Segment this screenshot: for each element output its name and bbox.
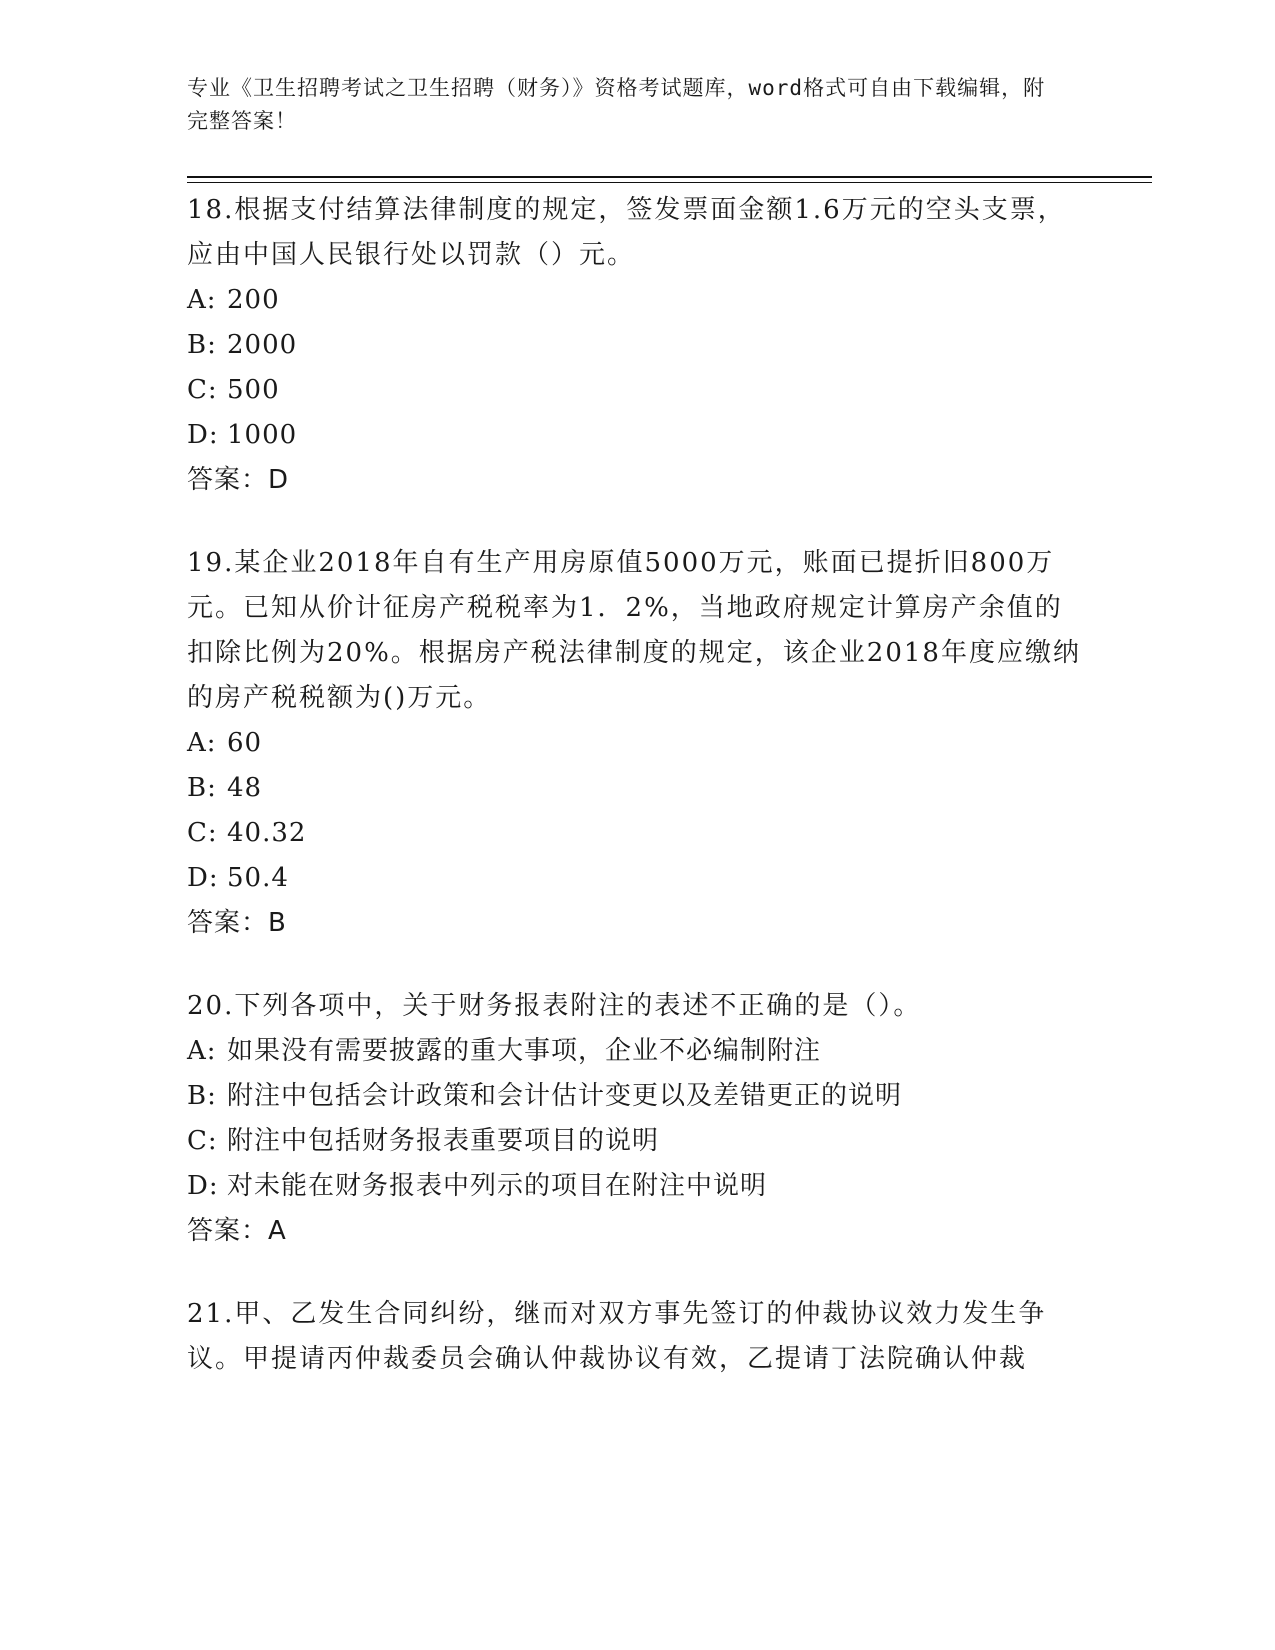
option-d: [187, 1164, 1087, 1209]
question-21: [187, 1292, 1087, 1382]
header-divider-thin: [187, 182, 1152, 183]
option-a: [187, 721, 1087, 766]
option-d: [187, 413, 1087, 458]
question-stem: 20.下列各项中，关于财务报表附注的表述不正确的是（）。: [187, 991, 922, 1021]
option-d: [187, 856, 1087, 901]
option-c: [187, 1119, 1087, 1164]
answer-line: 答案：A: [187, 1216, 287, 1246]
option-text: 40.32: [227, 818, 307, 848]
option-key: A:: [187, 1036, 217, 1066]
option-a: [187, 278, 1087, 323]
option-key: C:: [187, 818, 218, 848]
header-divider-thick: [187, 176, 1152, 178]
option-text: 50.4: [227, 863, 289, 893]
option-text: 1000: [227, 420, 298, 450]
option-text: 60: [227, 728, 263, 758]
option-c: [187, 811, 1087, 856]
question-list: [187, 188, 1087, 1420]
question-19: [187, 541, 1087, 946]
question-18: [187, 188, 1087, 503]
option-c: [187, 368, 1087, 413]
question-stem: 19.某企业2018年自有生产用房原值5000万元，账面已提折旧800万元。已知从价计征房产税税率为1．2%，当地政府规定计算房产余值的扣除比例为20%。根据房产税法律制度的规定，该企业2018年度应缴纳的房产税税额为()万元。: [187, 548, 1081, 713]
answer-line: 答案：B: [187, 908, 287, 938]
option-key: B:: [187, 1081, 217, 1111]
question-stem: 18.根据支付结算法律制度的规定，签发票面金额1.6万元的空头支票，应由中国人民银行处以罚款（）元。: [187, 195, 1066, 270]
option-key: D:: [187, 863, 219, 893]
answer-line: 答案：D: [187, 465, 290, 495]
option-key: B:: [187, 773, 217, 803]
option-a: [187, 1029, 1087, 1074]
option-key: A:: [187, 285, 217, 315]
option-text: 200: [227, 285, 280, 315]
option-text: 对未能在财务报表中列示的项目在附注中说明: [227, 1171, 768, 1201]
option-text: 2000: [227, 330, 298, 360]
option-text: 500: [227, 375, 280, 405]
option-b: [187, 766, 1087, 811]
document-header: 专业《卫生招聘考试之卫生招聘（财务）》资格考试题库，word格式可自由下载编辑，附完整答案！: [187, 76, 1046, 133]
option-key: D:: [187, 1171, 219, 1201]
option-key: A:: [187, 728, 217, 758]
option-key: C:: [187, 375, 218, 405]
question-20: [187, 984, 1087, 1254]
option-key: C:: [187, 1126, 218, 1156]
question-stem: 21.甲、乙发生合同纠纷，继而对双方事先签订的仲裁协议效力发生争议。甲提请丙仲裁委员会确认仲裁协议有效，乙提请丁法院确认仲裁: [187, 1299, 1047, 1374]
option-b: [187, 1074, 1087, 1119]
option-text: 如果没有需要披露的重大事项，企业不必编制附注: [227, 1036, 822, 1066]
option-text: 48: [227, 773, 263, 803]
option-key: D:: [187, 420, 219, 450]
option-key: B:: [187, 330, 217, 360]
option-text: 附注中包括财务报表重要项目的说明: [227, 1126, 660, 1156]
option-b: [187, 323, 1087, 368]
option-text: 附注中包括会计政策和会计估计变更以及差错更正的说明: [227, 1081, 903, 1111]
